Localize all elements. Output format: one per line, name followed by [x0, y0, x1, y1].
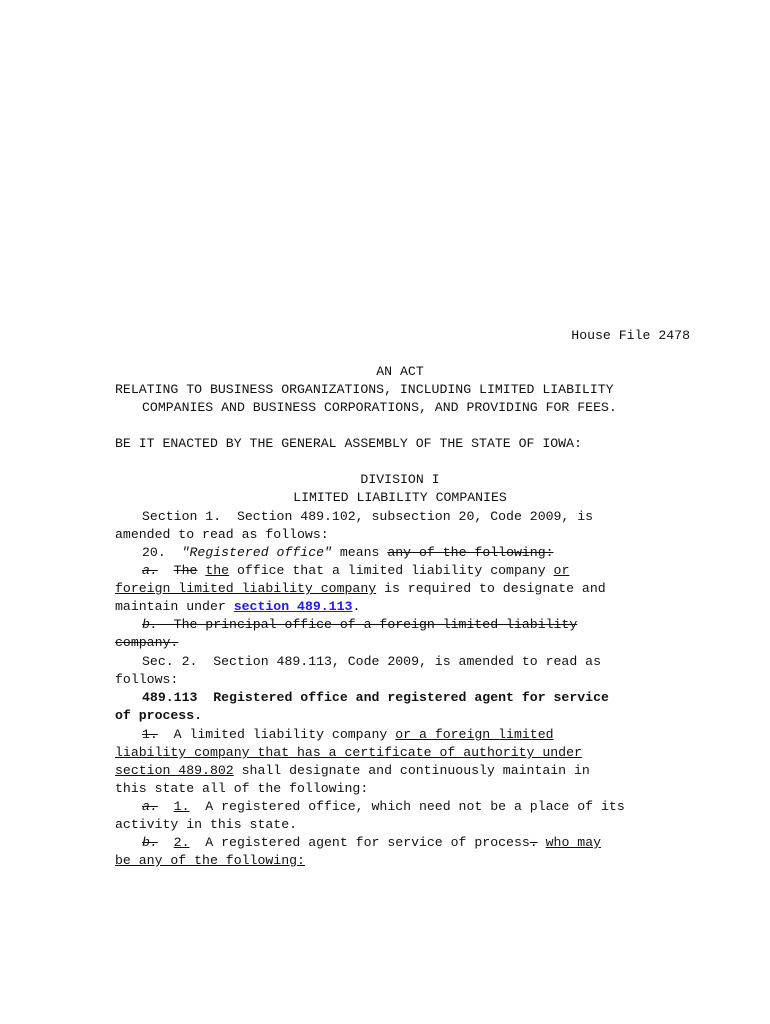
item-1-text: A registered office, which need not be a place of its [189, 799, 625, 814]
struck-the: The [173, 563, 198, 578]
paragraph-b-line-1 [142, 616, 577, 634]
inserted-who-may: who may [545, 835, 602, 850]
item-2-text: A registered agent for service of process [189, 835, 530, 850]
title-relating-line-2: COMPANIES AND BUSINESS CORPORATIONS, AND PROVIDING FOR FEES. [142, 400, 617, 415]
section-1-line-2: amended to read as follows: [115, 527, 329, 542]
item-1-line-1 [142, 798, 625, 816]
item-1-line-2: activity in this state. [115, 817, 298, 832]
inserted-foreign-limited: or a foreign limited [395, 727, 554, 742]
struck-period: . [529, 835, 538, 850]
inserted-number-2: 2. [173, 835, 190, 850]
section-2-line-1: Sec. 2. Section 489.113, Code 2009, is amended to read as [142, 654, 601, 669]
an-act-heading: AN ACT [376, 364, 424, 379]
struck-number-1: 1. [142, 727, 158, 742]
struck-paragraph-b-2: company. [115, 635, 179, 650]
division-title: LIMITED LIABILITY COMPANIES [293, 490, 507, 505]
struck-label-a2: a. [142, 799, 158, 814]
paragraph-a-text-3: maintain under [115, 599, 234, 614]
title-relating-line-1: RELATING TO BUSINESS ORGANIZATIONS, INCLUDING LIMITED LIABILITY [115, 382, 614, 397]
paragraph-a-line-2 [115, 580, 606, 598]
struck-text: any of the following: [387, 545, 554, 560]
inserted-number-1: 1. [173, 799, 190, 814]
inserted-any-of-following: be any of the following: [115, 853, 305, 868]
enacting-clause: BE IT ENACTED BY THE GENERAL ASSEMBLY OF THE STATE OF IOWA: [115, 436, 582, 451]
period: . [352, 599, 361, 614]
definition-term: "Registered office" [181, 545, 332, 560]
paragraph-a-text-1: office that a limited liability company [229, 563, 554, 578]
paragraph-a-text-2: is required to designate and [376, 581, 606, 596]
section-heading-line-2: of process. [115, 708, 203, 723]
section-489-113-link[interactable]: section 489.113 [233, 599, 353, 614]
division-number: DIVISION I [360, 472, 440, 487]
paragraph-a-line-3 [115, 598, 360, 616]
struck-label-a: a. [142, 563, 158, 578]
subsection-1-line-4: this state all of the following: [115, 781, 369, 796]
item-2-line-1 [142, 834, 601, 852]
section-1-line-1: Section 1. Section 489.102, subsection 20, Code 2009, is [142, 509, 594, 524]
subsection-1-text-2: shall designate and continuously maintain in [233, 763, 590, 778]
bill-number: House File 2478 [571, 328, 690, 343]
section-2-line-2: follows: [115, 672, 179, 687]
definition-means: means [331, 545, 388, 560]
struck-label-b: b. [142, 617, 158, 632]
definition-number: 20. [142, 545, 182, 560]
section-heading-line-1: 489.113 Registered office and registered agent for service [142, 690, 609, 705]
inserted-the: the [205, 563, 230, 578]
inserted-certificate-line: liability company that has a certificate of authority under [115, 745, 582, 760]
inserted-foreign-llc: foreign limited liability company [115, 581, 377, 596]
subsection-1-text: A limited liability company [157, 727, 396, 742]
definition-20-line [142, 544, 554, 562]
inserted-section-489-802: section 489.802 [115, 763, 234, 778]
paragraph-a-line-1 [142, 562, 569, 580]
subsection-1-line-3 [115, 762, 590, 780]
subsection-1-line-1 [142, 726, 554, 744]
inserted-or: or [553, 563, 570, 578]
struck-label-b2: b. [142, 835, 158, 850]
struck-paragraph-b-1: The principal office of a foreign limited liability [173, 617, 578, 632]
